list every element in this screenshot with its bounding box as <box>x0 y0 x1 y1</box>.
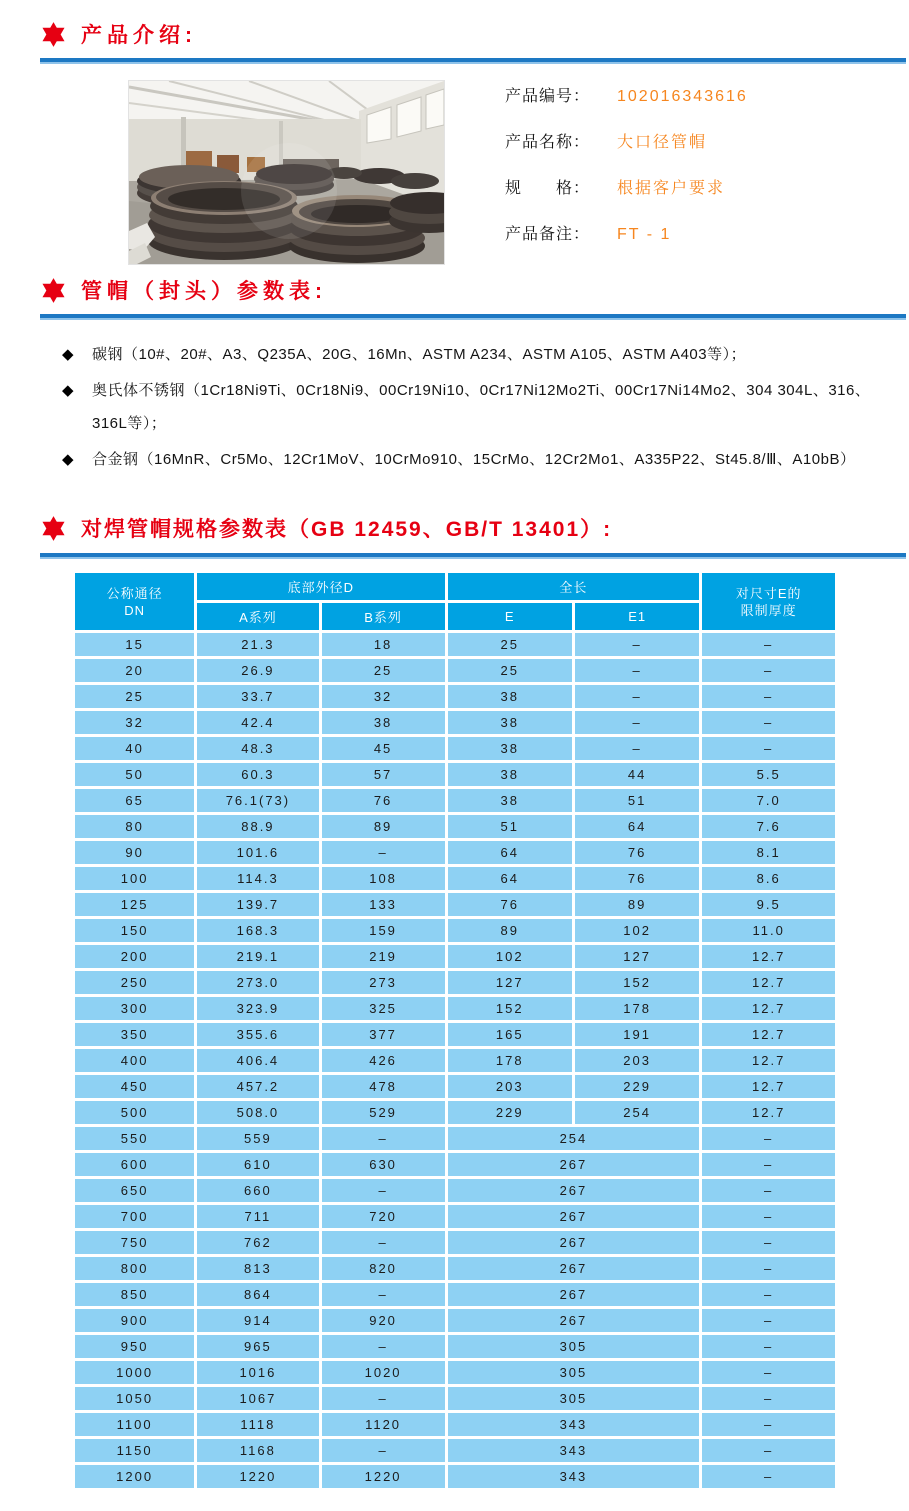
table-cell: 15 <box>75 633 194 656</box>
table-cell: 51 <box>575 789 699 812</box>
table-cell: 813 <box>197 1257 318 1280</box>
spec-table-container <box>72 570 838 1491</box>
table-cell: 168.3 <box>197 919 318 942</box>
table-cell: 76 <box>575 841 699 864</box>
table-cell: 450 <box>75 1075 194 1098</box>
table-cell: 33.7 <box>197 685 318 708</box>
table-row <box>75 1179 835 1202</box>
table-cell: 5.5 <box>702 763 835 786</box>
table-cell: – <box>322 1127 445 1150</box>
table-cell: 11.0 <box>702 919 835 942</box>
table-cell: 32 <box>75 711 194 734</box>
table-cell: 267 <box>448 1179 700 1202</box>
table-cell: 500 <box>75 1101 194 1124</box>
table-cell: 267 <box>448 1205 700 1228</box>
table-cell: 12.7 <box>702 1023 835 1046</box>
table-cell: 20 <box>75 659 194 682</box>
table-cell: 400 <box>75 1049 194 1072</box>
field-label: 产品编号： <box>505 88 591 105</box>
table-cell: – <box>702 1283 835 1306</box>
diamond-bullet-icon: ◆ <box>62 382 75 399</box>
table-cell: 850 <box>75 1283 194 1306</box>
table-cell: – <box>575 659 699 682</box>
table-cell: – <box>702 1179 835 1202</box>
table-cell: 1016 <box>197 1361 318 1384</box>
table-cell: 159 <box>322 919 445 942</box>
table-cell: – <box>702 1127 835 1150</box>
table-cell: 152 <box>448 997 572 1020</box>
table-cell: 48.3 <box>197 737 318 760</box>
column-header-e: E <box>448 603 572 630</box>
table-cell: 1220 <box>197 1465 318 1488</box>
table-cell: 12.7 <box>702 997 835 1020</box>
table-cell: 178 <box>448 1049 572 1072</box>
table-row <box>75 1231 835 1254</box>
table-cell: 305 <box>448 1335 700 1358</box>
table-cell: – <box>702 1309 835 1332</box>
table-cell: 630 <box>322 1153 445 1176</box>
section-header-params <box>40 275 327 305</box>
material-list <box>62 338 877 479</box>
table-cell: – <box>575 685 699 708</box>
section-title: 管帽（封头）参数表: <box>81 280 327 303</box>
product-field <box>505 86 748 107</box>
table-cell: – <box>702 1335 835 1358</box>
table-cell: 229 <box>448 1101 572 1124</box>
table-cell: 40 <box>75 737 194 760</box>
table-cell: 267 <box>448 1309 700 1332</box>
field-value: 大口径管帽 <box>617 134 708 151</box>
table-cell: 219 <box>322 945 445 968</box>
header-text: DN <box>124 602 145 618</box>
table-cell: 76 <box>322 789 445 812</box>
table-row <box>75 1023 835 1046</box>
table-cell: 51 <box>448 815 572 838</box>
table-cell: 350 <box>75 1023 194 1046</box>
table-cell: 250 <box>75 971 194 994</box>
field-value: 102016343616 <box>617 88 748 105</box>
table-cell: 178 <box>575 997 699 1020</box>
table-cell: 529 <box>322 1101 445 1124</box>
table-cell: 1220 <box>322 1465 445 1488</box>
table-cell: 1168 <box>197 1439 318 1462</box>
section-title: 对焊管帽规格参数表（GB 12459、GB/T 13401）: <box>81 518 613 541</box>
table-cell: 8.1 <box>702 841 835 864</box>
table-cell: 950 <box>75 1335 194 1358</box>
table-cell: 100 <box>75 867 194 890</box>
table-cell: 38 <box>448 763 572 786</box>
table-cell: 108 <box>322 867 445 890</box>
table-cell: 1118 <box>197 1413 318 1436</box>
table-cell: 203 <box>448 1075 572 1098</box>
table-cell: 38 <box>448 737 572 760</box>
section-header-spec <box>40 513 612 543</box>
table-cell: 165 <box>448 1023 572 1046</box>
table-cell: 711 <box>197 1205 318 1228</box>
table-cell: – <box>702 711 835 734</box>
table-cell: 305 <box>448 1361 700 1384</box>
table-cell: – <box>702 659 835 682</box>
table-cell: 559 <box>197 1127 318 1150</box>
table-cell: 610 <box>197 1153 318 1176</box>
table-cell: 38 <box>448 711 572 734</box>
field-label: 规 格： <box>505 180 591 197</box>
table-cell: 89 <box>322 815 445 838</box>
section-divider <box>40 314 906 320</box>
table-cell: 426 <box>322 1049 445 1072</box>
table-cell: – <box>322 841 445 864</box>
table-cell: 478 <box>322 1075 445 1098</box>
table-cell: 25 <box>448 633 572 656</box>
table-cell: – <box>702 1387 835 1410</box>
table-cell: 200 <box>75 945 194 968</box>
table-cell: 150 <box>75 919 194 942</box>
product-info <box>505 86 748 245</box>
table-cell: – <box>322 1387 445 1410</box>
table-cell: 457.2 <box>197 1075 318 1098</box>
table-cell: – <box>702 1361 835 1384</box>
table-cell: – <box>575 711 699 734</box>
table-cell: 305 <box>448 1387 700 1410</box>
table-cell: 114.3 <box>197 867 318 890</box>
product-photo <box>128 80 445 265</box>
table-row <box>75 1361 835 1384</box>
table-cell: – <box>702 1231 835 1254</box>
table-cell: 25 <box>448 659 572 682</box>
table-cell: 101.6 <box>197 841 318 864</box>
table-cell: 1120 <box>322 1413 445 1436</box>
table-cell: 38 <box>448 789 572 812</box>
spec-table <box>72 570 838 1491</box>
table-cell: 57 <box>322 763 445 786</box>
table-cell: 26.9 <box>197 659 318 682</box>
table-cell: 254 <box>575 1101 699 1124</box>
list-item <box>62 338 877 371</box>
table-cell: 267 <box>448 1257 700 1280</box>
table-row <box>75 1283 835 1306</box>
table-cell: 864 <box>197 1283 318 1306</box>
section-divider <box>40 553 906 559</box>
table-row <box>75 867 835 890</box>
table-cell: 7.6 <box>702 815 835 838</box>
table-row <box>75 1127 835 1150</box>
table-cell: 1067 <box>197 1387 318 1410</box>
table-row <box>75 1049 835 1072</box>
table-cell: 820 <box>322 1257 445 1280</box>
table-cell: 508.0 <box>197 1101 318 1124</box>
table-cell: 267 <box>448 1231 700 1254</box>
table-cell: 1050 <box>75 1387 194 1410</box>
table-cell: 64 <box>575 815 699 838</box>
table-cell: 343 <box>448 1465 700 1488</box>
material-text: 奥氏体不锈钢（1Cr18Ni9Ti、0Cr18Ni9、00Cr19Ni10、0Cr17Ni12Mo2Ti、00Cr17Ni14Mo2、304 304L、316、316L等）； <box>92 382 871 432</box>
table-cell: 406.4 <box>197 1049 318 1072</box>
table-row <box>75 919 835 942</box>
diamond-bullet-icon: ◆ <box>62 451 75 468</box>
table-cell: – <box>702 1465 835 1488</box>
product-field <box>505 178 748 199</box>
red-star-icon <box>40 21 67 48</box>
column-header-bottom-od: 底部外径D <box>197 573 444 600</box>
table-cell: 343 <box>448 1413 700 1436</box>
diamond-bullet-icon: ◆ <box>62 346 75 363</box>
table-cell: 273.0 <box>197 971 318 994</box>
table-cell: 89 <box>448 919 572 942</box>
table-cell: 1100 <box>75 1413 194 1436</box>
table-cell: 64 <box>448 841 572 864</box>
table-row <box>75 711 835 734</box>
table-cell: – <box>575 737 699 760</box>
table-cell: – <box>322 1231 445 1254</box>
spec-table-body <box>75 633 835 1488</box>
table-cell: 1000 <box>75 1361 194 1384</box>
table-cell: – <box>702 1413 835 1436</box>
product-field <box>505 132 748 153</box>
table-cell: 50 <box>75 763 194 786</box>
red-star-icon <box>40 277 67 304</box>
table-cell: 550 <box>75 1127 194 1150</box>
column-header-limit-thickness <box>702 573 835 630</box>
table-row <box>75 763 835 786</box>
table-row <box>75 1153 835 1176</box>
table-cell: 80 <box>75 815 194 838</box>
table-cell: – <box>575 633 699 656</box>
table-cell: 127 <box>448 971 572 994</box>
table-cell: 127 <box>575 945 699 968</box>
table-row <box>75 685 835 708</box>
section-header-intro <box>40 19 197 49</box>
table-cell: 203 <box>575 1049 699 1072</box>
table-cell: 65 <box>75 789 194 812</box>
table-cell: 25 <box>322 659 445 682</box>
table-cell: 323.9 <box>197 997 318 1020</box>
table-row <box>75 789 835 812</box>
table-cell: 21.3 <box>197 633 318 656</box>
table-row <box>75 1309 835 1332</box>
table-cell: – <box>702 1257 835 1280</box>
table-cell: 7.0 <box>702 789 835 812</box>
table-cell: 325 <box>322 997 445 1020</box>
table-cell: 12.7 <box>702 1049 835 1072</box>
table-row <box>75 815 835 838</box>
field-value: FT - 1 <box>617 226 672 243</box>
table-cell: 762 <box>197 1231 318 1254</box>
table-cell: 965 <box>197 1335 318 1358</box>
table-cell: 377 <box>322 1023 445 1046</box>
table-cell: 25 <box>75 685 194 708</box>
list-item <box>62 443 877 476</box>
table-cell: 8.6 <box>702 867 835 890</box>
table-cell: 750 <box>75 1231 194 1254</box>
table-cell: 600 <box>75 1153 194 1176</box>
table-row <box>75 945 835 968</box>
table-cell: 343 <box>448 1439 700 1462</box>
material-text: 碳钢（10#、20#、A3、Q235A、20G、16Mn、ASTM A234、ASTM A105、ASTM A403等）； <box>92 346 747 363</box>
table-row <box>75 1387 835 1410</box>
table-cell: 60.3 <box>197 763 318 786</box>
table-cell: 32 <box>322 685 445 708</box>
header-text: 公称通径 <box>106 585 163 601</box>
table-cell: 920 <box>322 1309 445 1332</box>
table-cell: 44 <box>575 763 699 786</box>
table-cell: 42.4 <box>197 711 318 734</box>
column-header-e1: E1 <box>575 603 699 630</box>
table-cell: 18 <box>322 633 445 656</box>
table-cell: 267 <box>448 1153 700 1176</box>
table-cell: 38 <box>448 685 572 708</box>
table-cell: 12.7 <box>702 1075 835 1098</box>
table-row <box>75 893 835 916</box>
table-cell: 900 <box>75 1309 194 1332</box>
column-header-series-b: B系列 <box>322 603 445 630</box>
field-label: 产品备注： <box>505 226 591 243</box>
spec-table-header <box>75 573 835 630</box>
table-cell: 720 <box>322 1205 445 1228</box>
table-row <box>75 1101 835 1124</box>
table-cell: 1150 <box>75 1439 194 1462</box>
table-cell: 267 <box>448 1283 700 1306</box>
table-cell: – <box>702 1153 835 1176</box>
list-item <box>62 374 877 440</box>
header-text: 对尺寸E的 <box>735 585 802 601</box>
table-cell: 76.1(73) <box>197 789 318 812</box>
table-cell: 229 <box>575 1075 699 1098</box>
table-row <box>75 737 835 760</box>
table-row <box>75 841 835 864</box>
table-cell: 914 <box>197 1309 318 1332</box>
table-cell: 38 <box>322 711 445 734</box>
section-title: 产品介绍: <box>81 24 197 47</box>
table-row <box>75 1335 835 1358</box>
table-cell: 12.7 <box>702 945 835 968</box>
column-header-series-a: A系列 <box>197 603 318 630</box>
table-cell: 89 <box>575 893 699 916</box>
section-divider <box>40 58 906 64</box>
table-cell: – <box>702 633 835 656</box>
table-cell: 355.6 <box>197 1023 318 1046</box>
table-cell: 1020 <box>322 1361 445 1384</box>
table-cell: – <box>702 737 835 760</box>
table-cell: 64 <box>448 867 572 890</box>
table-cell: 76 <box>448 893 572 916</box>
table-cell: 660 <box>197 1179 318 1202</box>
field-label: 产品名称： <box>505 134 591 151</box>
table-cell: 254 <box>448 1127 700 1150</box>
table-row <box>75 659 835 682</box>
table-cell: 700 <box>75 1205 194 1228</box>
table-row <box>75 1205 835 1228</box>
table-row <box>75 633 835 656</box>
table-cell: 102 <box>575 919 699 942</box>
table-row <box>75 1413 835 1436</box>
material-text: 合金钢（16MnR、Cr5Mo、12Cr1MoV、10CrMo910、15CrMo、12Cr2Mo1、A335P22、St45.8/Ⅲ、A10bB） <box>92 451 856 468</box>
table-cell: 300 <box>75 997 194 1020</box>
table-cell: 12.7 <box>702 971 835 994</box>
column-header-dn <box>75 573 194 630</box>
table-cell: 76 <box>575 867 699 890</box>
table-row <box>75 1439 835 1462</box>
column-header-length: 全长 <box>448 573 700 600</box>
table-row <box>75 1465 835 1488</box>
table-cell: 9.5 <box>702 893 835 916</box>
table-cell: 219.1 <box>197 945 318 968</box>
table-cell: 90 <box>75 841 194 864</box>
table-cell: – <box>322 1283 445 1306</box>
header-text: 限制厚度 <box>740 602 797 618</box>
table-cell: 125 <box>75 893 194 916</box>
table-cell: 45 <box>322 737 445 760</box>
product-field <box>505 224 748 245</box>
table-cell: 139.7 <box>197 893 318 916</box>
table-cell: 800 <box>75 1257 194 1280</box>
field-value: 根据客户要求 <box>617 180 726 197</box>
red-star-icon <box>40 515 67 542</box>
table-cell: – <box>702 685 835 708</box>
table-cell: 650 <box>75 1179 194 1202</box>
table-cell: 12.7 <box>702 1101 835 1124</box>
table-cell: 102 <box>448 945 572 968</box>
table-cell: 133 <box>322 893 445 916</box>
table-cell: – <box>322 1335 445 1358</box>
table-cell: 152 <box>575 971 699 994</box>
table-cell: – <box>322 1439 445 1462</box>
table-cell: 191 <box>575 1023 699 1046</box>
table-cell: 1200 <box>75 1465 194 1488</box>
table-row <box>75 997 835 1020</box>
table-cell: – <box>322 1179 445 1202</box>
table-row <box>75 971 835 994</box>
table-row <box>75 1075 835 1098</box>
table-cell: – <box>702 1205 835 1228</box>
table-cell: 88.9 <box>197 815 318 838</box>
table-cell: – <box>702 1439 835 1462</box>
table-cell: 273 <box>322 971 445 994</box>
table-row <box>75 1257 835 1280</box>
